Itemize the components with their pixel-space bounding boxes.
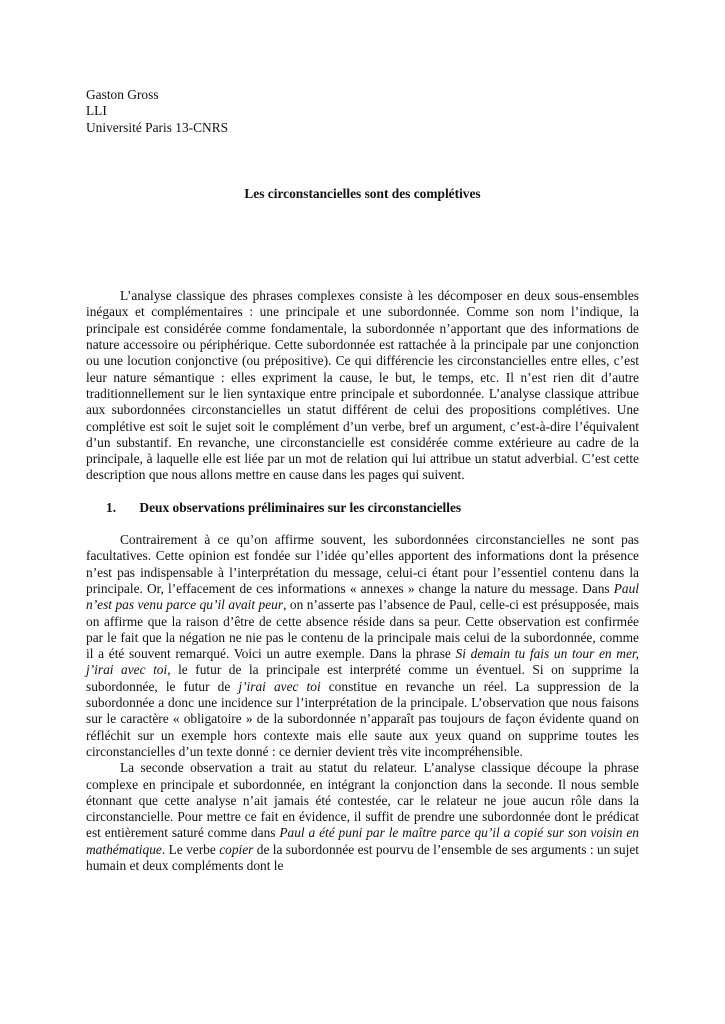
example-sentence: Paul a été puni par le maître parce qu’il a copié sur son voisin en mathématique [86, 825, 639, 857]
body-paragraph-1 [86, 532, 639, 760]
example-sentence: j’irai avec toi [238, 678, 321, 694]
author-block [86, 87, 639, 136]
text-run: constitue en revanche un réel. La suppression de la subordonnée a donc une incidence sur l’interprétation de la principale. L’observation que nous faisons sur le caractère « obligatoire » de la subordonnée n’apparaît pas toujours de façon évidente quand on réfléchit sur un exemple hors contexte mais elle saute aux yeux quand on supprime toutes les circonstancielles d’un texte donné : ce dernier devient très vite incompréhensible. [86, 678, 639, 759]
text-run: . Le verbe [161, 841, 220, 857]
example-sentence: Si demain tu fais un tour en mer, j’irai avec toi [86, 646, 639, 678]
section-title: Deux observations préliminaires sur les circonstancielles [139, 499, 462, 515]
text-run: , le futur de la principale est interprété comme un éventuel. Si on supprime la subordonnée, le futur de [86, 662, 639, 694]
section-heading [86, 500, 639, 516]
example-sentence: Paul n’est pas venu parce qu’il avait peur [86, 580, 639, 613]
text-run: La seconde observation a trait au statut du relateur. L’analyse classique découpe la phrase complexe en principale et subordonnée, en intégrant la conjonction dans la seconde. Il nous semble étonnant que cette analyse n’ait jamais été contestée, car le relateur ne joue aucun rôle dans la circonstancielle. Pour mettre ce fait en évidence, il suffit de prendre une subordonnée dont le prédicat est entièrement saturé comme dans [86, 760, 639, 841]
text-run: Contrairement à ce qu’on affirme souvent, les subordonnées circonstancielles ne sont pas facultatives. Cette opinion est fondée sur l’idée qu’elles apportent des informations dont la présence n’est pas indispensable à l’interprétation du message, celui-ci étant pour l’essentiel contenu dans la principale. Or, l’effacement de ces informations « annexes » change la nature du message. Dans [86, 532, 639, 596]
text-run: , on n’asserte pas l’absence de Paul, celle-ci est présupposée, mais on affirme que la raison d’être de cette absence réside dans sa peur. Cette observation est confirmée par le fait que la négation ne nie pas le contenu de la principale mais celui de la subordonnée, comme il a été souvent remarqué. Voici un autre exemple. Dans la phrase [86, 597, 639, 662]
body-paragraph-2 [86, 760, 639, 874]
document-page [86, 87, 639, 874]
example-word: copier [219, 841, 254, 857]
author-name: Gaston Gross [86, 87, 159, 102]
university-name: Université Paris 13-CNRS [86, 119, 229, 135]
lab-name: LLI [86, 103, 107, 119]
paper-title: Les circonstancielles sont des complétives [244, 185, 481, 201]
intro-paragraph: L’analyse classique des phrases complexes consiste à les décomposer en deux sous-ensembles inégaux et complémentaires : une principale et une subordonnée. Comme son nom l’indique, la principale est considérée comme fondamentale, la subordonnée n’apportant que des informations de nature accessoire ou périphérique. Cette subordonnée est rattachée à la principale par une conjonction ou une locution conjonctive (ou prépositive). Ce qui différencie les circonstancielles entre elles, c’est leur nature sémantique : elles expriment la cause, le but, le temps, etc. Il n’est rien dit d’autre traditionnellement sur le lien syntaxique entre principale et subordonnée. L’analyse classique attribue aux subordonnées circonstancielles un statut différent de celui des propositions complétives. Une complétive est soit le sujet soit le complément d’un verbe, bref un argument, c’est-à-dire l’équivalent d’un substantif. En revanche, une circonstancielle est considérée comme extérieure au cadre de la principale, à laquelle elle est liée par un mot de relation qui lui attribue un statut adverbial. C’est cette description que nous allons mettre en cause dans les pages qui suivent. [86, 288, 639, 483]
section-number: 1. [106, 499, 117, 515]
text-run: de la subordonnée est pourvu de l’ensemble de ses arguments : un sujet humain et deux compléments dont le [86, 841, 639, 873]
